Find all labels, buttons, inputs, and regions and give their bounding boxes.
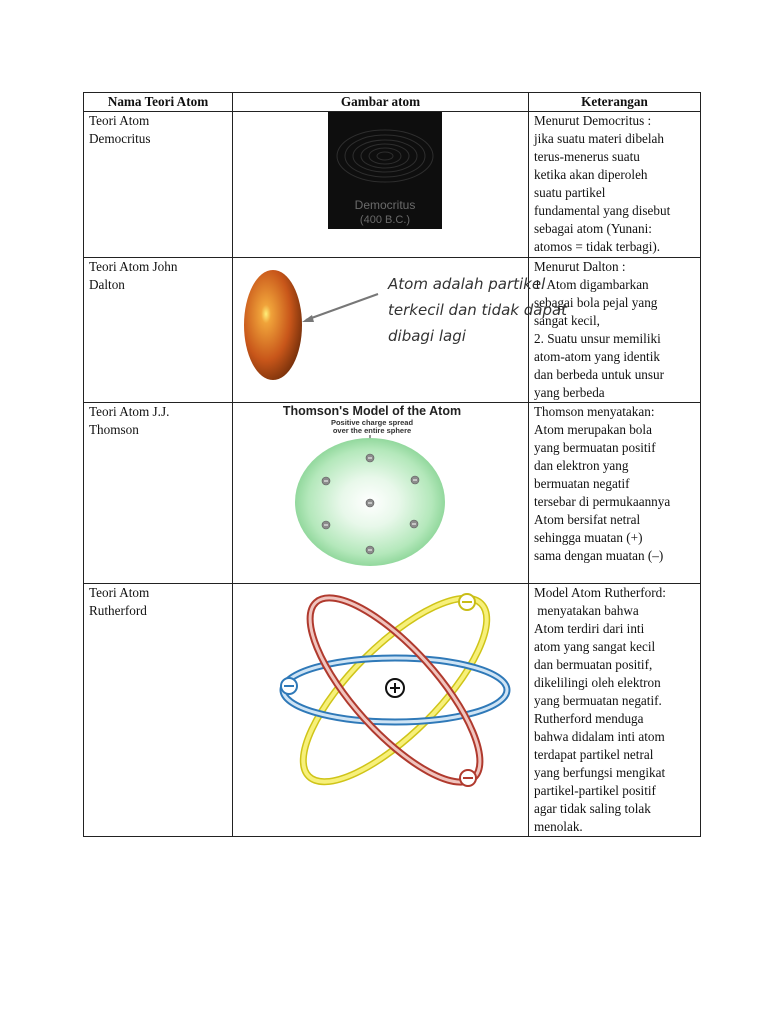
- electron-icon: [459, 594, 475, 610]
- description-line: Rutherford menduga: [534, 711, 644, 726]
- description-line: terus-menerus suatu: [534, 149, 640, 164]
- header-name: Nama Teori Atom: [84, 93, 233, 112]
- thomson-title: Thomson's Model of the Atom: [282, 404, 462, 418]
- table-row: [84, 403, 701, 584]
- atom-theory-table: [83, 92, 701, 837]
- theory-name-cell: [84, 584, 233, 837]
- nucleus-proton-icon: [386, 679, 404, 697]
- description-line: bahwa didalam inti atom: [534, 729, 665, 744]
- description-cell: [529, 403, 701, 584]
- description-line: jika suatu materi dibelah: [534, 131, 665, 146]
- description-line: sebagai bola pejal yang: [534, 295, 658, 310]
- description-line: agar tidak saling tolak: [534, 801, 651, 816]
- description-line: 1. Atom digambarkan: [534, 277, 649, 292]
- description-line: menolak.: [534, 819, 583, 834]
- theory-name-line: Dalton: [89, 277, 125, 292]
- theory-name-cell: [84, 258, 233, 403]
- description-line: Atom merupakan bola: [534, 422, 652, 437]
- theory-name-line: Teori Atom: [89, 113, 150, 128]
- description-line: sama dengan muatan (–): [534, 548, 664, 563]
- dalton-caption-line: Atom adalah partikel: [388, 275, 546, 293]
- description-line: Thomson menyatakan:: [534, 404, 655, 419]
- description-line: Menurut Democritus :: [534, 113, 652, 128]
- table-header-row: [84, 93, 701, 112]
- description-line: Model Atom Rutherford:: [534, 585, 666, 600]
- atom-image-cell: [233, 112, 529, 258]
- description-line: Menurut Dalton :: [534, 259, 626, 274]
- theory-name-line: Teori Atom John: [89, 259, 178, 274]
- description-line: atomos = tidak terbagi).: [534, 239, 661, 254]
- theory-name-line: Rutherford: [89, 603, 147, 618]
- description-line: atom yang sangat kecil: [534, 639, 656, 654]
- table-row: [84, 258, 701, 403]
- description-line: fundamental yang disebut: [534, 203, 671, 218]
- description-line: dan elektron yang: [534, 458, 629, 473]
- description-line: ketika akan diperoleh: [534, 167, 648, 182]
- thomson-image: [238, 403, 534, 583]
- table-row: [84, 112, 701, 258]
- description-line: tersebar di permukaannya: [534, 494, 671, 509]
- description-line: yang bermuatan negatif.: [534, 693, 662, 708]
- description-line: sebagai atom (Yunani:: [534, 221, 652, 236]
- description-line: dan bermuatan positif,: [534, 657, 653, 672]
- header-description: Keterangan: [529, 93, 701, 112]
- theory-name-line: Democritus: [89, 131, 151, 146]
- theory-name-line: Teori Atom: [89, 585, 150, 600]
- theory-name-line: Teori Atom J.J.: [89, 404, 170, 419]
- description-line: yang berfungsi mengikat: [534, 765, 666, 780]
- description-line: Atom terdiri dari inti: [534, 621, 645, 636]
- thomson-caption-line: over the entire sphere: [332, 426, 412, 435]
- description-line: 2. Suatu unsur memiliki: [534, 331, 661, 346]
- description-cell: [529, 112, 701, 258]
- description-cell: [529, 584, 701, 837]
- description-line: sehingga muatan (+): [534, 530, 643, 545]
- description-cell: [529, 258, 701, 403]
- atom-image-cell: [233, 584, 529, 837]
- description-line: dan berbeda untuk unsur: [534, 367, 665, 382]
- electron-icon: [460, 770, 476, 786]
- democritus-caption-line: Democritus: [354, 198, 416, 212]
- democritus-image: [238, 112, 534, 257]
- description-line: Atom bersifat netral: [534, 512, 641, 527]
- theory-name-cell: [84, 112, 233, 258]
- dalton-caption-line: terkecil dan tidak dapat: [388, 301, 568, 319]
- atom-image-cell: [233, 403, 529, 584]
- description-line: yang bermuatan positif: [534, 440, 656, 455]
- description-line: partikel-partikel positif: [534, 783, 656, 798]
- description-line: dikelilingi oleh elektron: [534, 675, 661, 690]
- description-line: yang berbeda: [534, 385, 605, 400]
- header-image: Gambar atom: [233, 93, 529, 112]
- description-line: menyatakan bahwa: [534, 603, 639, 618]
- description-line: terdapat partikel netral: [534, 747, 654, 762]
- dalton-sphere: [244, 270, 302, 380]
- description-line: atom-atom yang identik: [534, 349, 660, 364]
- description-line: bermuatan negatif: [534, 476, 630, 491]
- description-line: sangat kecil,: [534, 313, 600, 328]
- table-row: [84, 584, 701, 837]
- democritus-caption-line: (400 B.C.): [359, 214, 411, 226]
- dalton-caption-line: dibagi lagi: [388, 327, 466, 345]
- rutherford-image: [238, 584, 534, 832]
- theory-name-line: Thomson: [89, 422, 139, 437]
- theory-name-cell: [84, 403, 233, 584]
- description-line: suatu partikel: [534, 185, 606, 200]
- thomson-caption-line: Positive charge spread: [330, 418, 414, 427]
- electron-icon: [281, 678, 297, 694]
